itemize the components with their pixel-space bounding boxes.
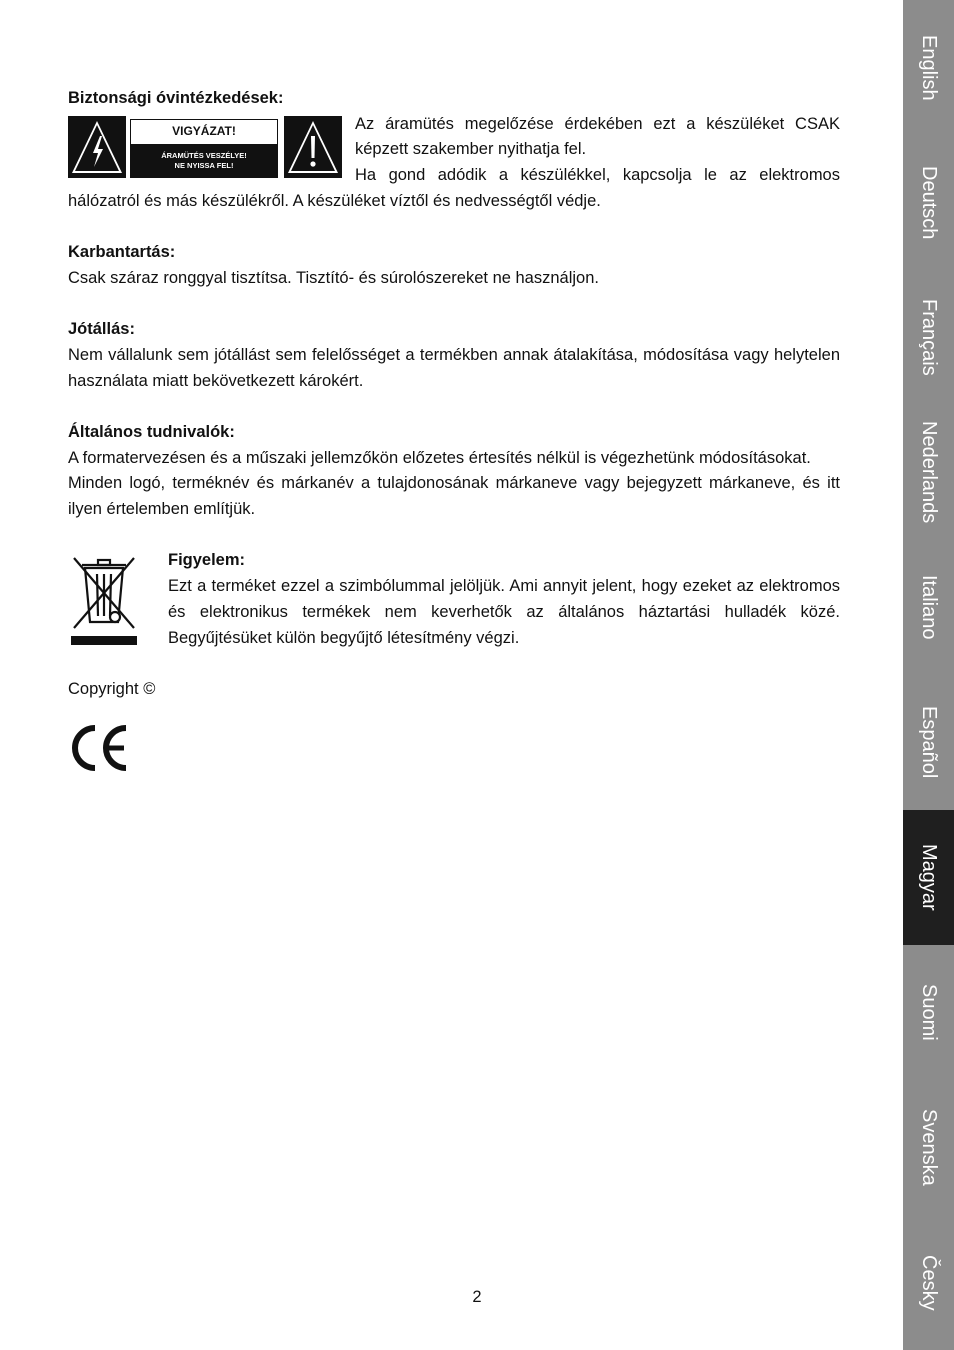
tab-italiano[interactable] [903, 540, 954, 675]
warning-triangle-lightning-icon [68, 116, 126, 178]
safety-line-1: Az áramütés megelőzése érdekében ezt a készüléket CSAK [355, 114, 840, 133]
language-sidebar [903, 0, 954, 1350]
weee-text [168, 548, 840, 651]
caution-label-title: VIGYÁZAT! [172, 123, 236, 138]
tab-label: Magyar [918, 844, 940, 911]
weee-notice [68, 548, 840, 651]
general-text-1: A formatervezésen és a műszaki jellemzőkön előzetes értesítés nélkül is végezhetünk módosításokat. [68, 448, 811, 467]
general-text-2: Minden logó, terméknév és márkanév a tulajdonosának márkaneve vagy bejegyzett márkaneve, és itt ilyen értelemben említjük. [68, 474, 840, 519]
safety-line-2: képzett szakember nyithatja fel. [355, 140, 587, 159]
tab-label: Svenska [918, 1109, 940, 1186]
caution-label-line2: NE NYISSA FEL! [174, 160, 234, 170]
tab-espanol[interactable] [903, 675, 954, 810]
tab-nederlands[interactable] [903, 405, 954, 540]
tab-label: Česky [918, 1254, 940, 1311]
safety-heading: Biztonsági óvintézkedések: [68, 89, 284, 107]
tab-svenska[interactable] [903, 1080, 954, 1215]
page-number: 2 [472, 1288, 482, 1306]
tab-label: Deutsch [918, 165, 940, 240]
general-heading: Általános tudnivalók: [68, 422, 235, 441]
maintenance-heading: Karbantartás: [68, 243, 176, 262]
tab-suomi[interactable] [903, 945, 954, 1080]
tab-magyar[interactable] [903, 810, 954, 945]
caution-label-line1: ÁRAMÜTÉS VESZÉLYE! [161, 150, 247, 160]
copyright-text: Copyright © [68, 679, 156, 698]
safety-line-4: hálózatról és más készülékről. A készüléket víztől és nedvességtől védje. [68, 191, 601, 210]
tab-label: Italiano [918, 575, 940, 640]
tab-label: Suomi [918, 984, 940, 1041]
caution-label-warning [131, 144, 277, 177]
notice-text: Ezt a terméket ezzel a szimbólummal jelöljük. Ami annyit jelent, hogy ezeket az elektromos és elektronikus termékek nem keverhetők az általános háztartási hulladék közé. Begyűjtésüket külön begyűjtő létesítmény végzi. [168, 577, 840, 647]
tab-label: Español [918, 706, 940, 779]
tab-label: Français [918, 299, 940, 376]
tab-deutsch[interactable] [903, 135, 954, 270]
tab-label: English [918, 34, 940, 101]
ce-mark-icon [68, 723, 130, 773]
tab-francais[interactable] [903, 270, 954, 405]
weee-crossed-bin-icon [68, 550, 140, 650]
warranty-text: Nem vállalunk sem jótállást sem felelősséget a termékben annak átalakítása, módosítása vagy helytelen használata miatt bekövetkezett károkért. [68, 345, 840, 390]
safety-warning-row [68, 112, 840, 189]
safety-text [355, 112, 840, 189]
safety-line-3: Ha gond adódik a készülékkel, kapcsolja le az elektromos [355, 166, 840, 185]
notice-heading: Figyelem: [168, 551, 246, 570]
document-body [68, 86, 840, 781]
caution-label [130, 119, 278, 178]
tab-english[interactable] [903, 0, 954, 135]
warranty-heading: Jótállás: [68, 320, 135, 339]
maintenance-text: Csak száraz ronggyal tisztítsa. Tisztító- és súrolószereket ne használjon. [68, 268, 599, 287]
tab-label: Nederlands [918, 421, 940, 524]
tab-cesky[interactable] [903, 1215, 954, 1350]
warning-triangle-exclamation-icon [284, 116, 342, 178]
warning-labels [68, 116, 344, 180]
